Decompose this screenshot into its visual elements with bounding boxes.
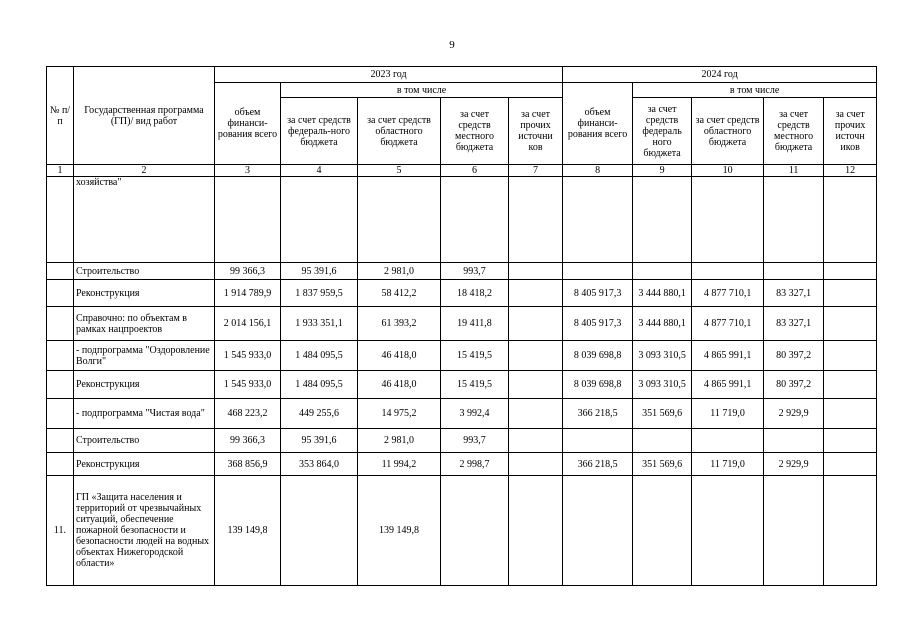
value-cell: 4 877 710,1 xyxy=(692,280,764,307)
value-cell xyxy=(281,177,358,263)
row-name: Строительство xyxy=(74,429,215,453)
row-number xyxy=(47,399,74,429)
value-cell: 2 981,0 xyxy=(358,429,441,453)
table-row xyxy=(47,453,877,476)
value-cell xyxy=(692,177,764,263)
column-number: 5 xyxy=(358,165,441,177)
value-cell xyxy=(509,429,563,453)
value-cell: 3 992,4 xyxy=(441,399,509,429)
value-cell xyxy=(824,399,877,429)
value-cell: 368 856,9 xyxy=(215,453,281,476)
column-number: 8 xyxy=(563,165,633,177)
value-cell xyxy=(215,177,281,263)
value-cell: 468 223,2 xyxy=(215,399,281,429)
row-name: Реконструкция xyxy=(74,280,215,307)
value-cell: 61 393,2 xyxy=(358,307,441,341)
value-cell xyxy=(824,476,877,586)
table-row xyxy=(47,307,877,341)
table-row xyxy=(47,177,877,263)
column-number: 4 xyxy=(281,165,358,177)
value-cell: 4 865 991,1 xyxy=(692,371,764,399)
header-program: Государственная программа (ГП)/ вид работ xyxy=(74,67,215,165)
row-number xyxy=(47,341,74,371)
header-2023-regional: за счет средств областного бюджета xyxy=(358,98,441,165)
header-2024-local: за счет средств местного бюджета xyxy=(764,98,824,165)
value-cell xyxy=(509,453,563,476)
value-cell: 18 418,2 xyxy=(441,280,509,307)
column-number: 1 xyxy=(47,165,74,177)
value-cell: 4 877 710,1 xyxy=(692,307,764,341)
value-cell: 46 418,0 xyxy=(358,371,441,399)
value-cell: 95 391,6 xyxy=(281,263,358,280)
budget-table xyxy=(46,66,877,586)
header-row-years xyxy=(47,67,877,83)
value-cell: 139 149,8 xyxy=(215,476,281,586)
value-cell: 351 569,6 xyxy=(633,453,692,476)
value-cell: 353 864,0 xyxy=(281,453,358,476)
row-name: ГП «Защита населения и территорий от чрезвычайных ситуаций, обеспечение пожарной безопасности и безопасности людей на водных объектах Нижегородской области» xyxy=(74,476,215,586)
value-cell xyxy=(563,429,633,453)
value-cell: 15 419,5 xyxy=(441,341,509,371)
value-cell xyxy=(563,263,633,280)
column-number: 3 xyxy=(215,165,281,177)
value-cell xyxy=(824,341,877,371)
column-number: 9 xyxy=(633,165,692,177)
value-cell xyxy=(509,307,563,341)
value-cell: 366 218,5 xyxy=(563,399,633,429)
column-number: 12 xyxy=(824,165,877,177)
value-cell xyxy=(563,177,633,263)
value-cell xyxy=(824,371,877,399)
value-cell xyxy=(563,476,633,586)
value-cell: 1 484 095,5 xyxy=(281,371,358,399)
value-cell: 2 981,0 xyxy=(358,263,441,280)
value-cell xyxy=(692,263,764,280)
value-cell: 3 093 310,5 xyxy=(633,341,692,371)
header-2023-other: за счет прочих источни ков xyxy=(509,98,563,165)
value-cell xyxy=(824,263,877,280)
value-cell: 8 405 917,3 xyxy=(563,280,633,307)
value-cell xyxy=(824,307,877,341)
header-2023-including: в том числе xyxy=(281,83,563,98)
value-cell xyxy=(509,263,563,280)
row-number xyxy=(47,280,74,307)
value-cell xyxy=(824,177,877,263)
value-cell: 4 865 991,1 xyxy=(692,341,764,371)
value-cell xyxy=(509,399,563,429)
table-row xyxy=(47,399,877,429)
value-cell: 351 569,6 xyxy=(633,399,692,429)
table-row xyxy=(47,476,877,586)
value-cell: 80 397,2 xyxy=(764,371,824,399)
value-cell: 80 397,2 xyxy=(764,341,824,371)
value-cell xyxy=(509,341,563,371)
column-number: 7 xyxy=(509,165,563,177)
value-cell: 2 929,9 xyxy=(764,399,824,429)
value-cell: 449 255,6 xyxy=(281,399,358,429)
row-number xyxy=(47,263,74,280)
header-2024-other: за счет прочих источн иков xyxy=(824,98,877,165)
value-cell xyxy=(824,280,877,307)
value-cell xyxy=(509,280,563,307)
value-cell: 1 484 095,5 xyxy=(281,341,358,371)
row-name: Реконструкция xyxy=(74,371,215,399)
value-cell: 1 545 933,0 xyxy=(215,371,281,399)
value-cell xyxy=(764,476,824,586)
header-2023-local: за счет средств местного бюджета xyxy=(441,98,509,165)
value-cell: 11 994,2 xyxy=(358,453,441,476)
value-cell xyxy=(824,429,877,453)
table-row xyxy=(47,371,877,399)
header-2024-federal: за счет средств федераль ного бюджета xyxy=(633,98,692,165)
row-name: Справочно: по объектам в рамках нацпроектов xyxy=(74,307,215,341)
row-number xyxy=(47,307,74,341)
header-year-2024: 2024 год xyxy=(563,67,877,83)
value-cell xyxy=(633,429,692,453)
value-cell xyxy=(633,177,692,263)
value-cell: 99 366,3 xyxy=(215,429,281,453)
value-cell xyxy=(764,177,824,263)
table-row xyxy=(47,280,877,307)
value-cell: 83 327,1 xyxy=(764,307,824,341)
value-cell: 8 405 917,3 xyxy=(563,307,633,341)
table-row xyxy=(47,263,877,280)
value-cell xyxy=(441,177,509,263)
header-2024-total: объем финанси-рования всего xyxy=(563,83,633,165)
header-2023-federal: за счет средств федераль-ного бюджета xyxy=(281,98,358,165)
page-number: 9 xyxy=(449,39,455,51)
value-cell: 3 444 880,1 xyxy=(633,280,692,307)
value-cell: 8 039 698,8 xyxy=(563,341,633,371)
value-cell xyxy=(509,371,563,399)
column-number: 10 xyxy=(692,165,764,177)
header-num: № п/п xyxy=(47,67,74,165)
row-name: - подпрограмма "Оздоровление Волги" xyxy=(74,341,215,371)
value-cell: 11 719,0 xyxy=(692,453,764,476)
header-2024-including: в том числе xyxy=(633,83,877,98)
value-cell: 1 933 351,1 xyxy=(281,307,358,341)
header-2023-total: объем финанси-рования всего xyxy=(215,83,281,165)
header-year-2023: 2023 год xyxy=(215,67,563,83)
value-cell: 139 149,8 xyxy=(358,476,441,586)
column-number: 11 xyxy=(764,165,824,177)
row-number: 11. xyxy=(47,476,74,586)
value-cell: 2 929,9 xyxy=(764,453,824,476)
header-2024-regional: за счет средств областного бюджета xyxy=(692,98,764,165)
value-cell: 14 975,2 xyxy=(358,399,441,429)
row-number xyxy=(47,429,74,453)
value-cell xyxy=(358,177,441,263)
value-cell: 2 998,7 xyxy=(441,453,509,476)
value-cell xyxy=(824,453,877,476)
value-cell xyxy=(633,263,692,280)
value-cell: 3 444 880,1 xyxy=(633,307,692,341)
row-name: хозяйства" xyxy=(74,177,215,263)
value-cell xyxy=(509,177,563,263)
value-cell: 11 719,0 xyxy=(692,399,764,429)
row-name: - подпрограмма "Чистая вода" xyxy=(74,399,215,429)
table-body xyxy=(47,177,877,586)
value-cell: 19 411,8 xyxy=(441,307,509,341)
value-cell xyxy=(633,476,692,586)
value-cell xyxy=(281,476,358,586)
value-cell xyxy=(692,429,764,453)
value-cell xyxy=(692,476,764,586)
value-cell: 95 391,6 xyxy=(281,429,358,453)
value-cell: 2 014 156,1 xyxy=(215,307,281,341)
table-row xyxy=(47,341,877,371)
value-cell: 1 914 789,9 xyxy=(215,280,281,307)
value-cell: 3 093 310,5 xyxy=(633,371,692,399)
value-cell: 366 218,5 xyxy=(563,453,633,476)
value-cell: 99 366,3 xyxy=(215,263,281,280)
value-cell xyxy=(764,263,824,280)
value-cell xyxy=(509,476,563,586)
table-row xyxy=(47,429,877,453)
value-cell: 1 545 933,0 xyxy=(215,341,281,371)
column-number: 6 xyxy=(441,165,509,177)
column-number: 2 xyxy=(74,165,215,177)
row-name: Строительство xyxy=(74,263,215,280)
value-cell: 46 418,0 xyxy=(358,341,441,371)
row-number xyxy=(47,177,74,263)
row-number xyxy=(47,453,74,476)
value-cell: 15 419,5 xyxy=(441,371,509,399)
row-name: Реконструкция xyxy=(74,453,215,476)
value-cell xyxy=(441,476,509,586)
value-cell: 993,7 xyxy=(441,263,509,280)
row-number xyxy=(47,371,74,399)
value-cell: 993,7 xyxy=(441,429,509,453)
column-number-row xyxy=(47,165,877,177)
value-cell: 83 327,1 xyxy=(764,280,824,307)
value-cell: 1 837 959,5 xyxy=(281,280,358,307)
value-cell: 8 039 698,8 xyxy=(563,371,633,399)
value-cell: 58 412,2 xyxy=(358,280,441,307)
value-cell xyxy=(764,429,824,453)
